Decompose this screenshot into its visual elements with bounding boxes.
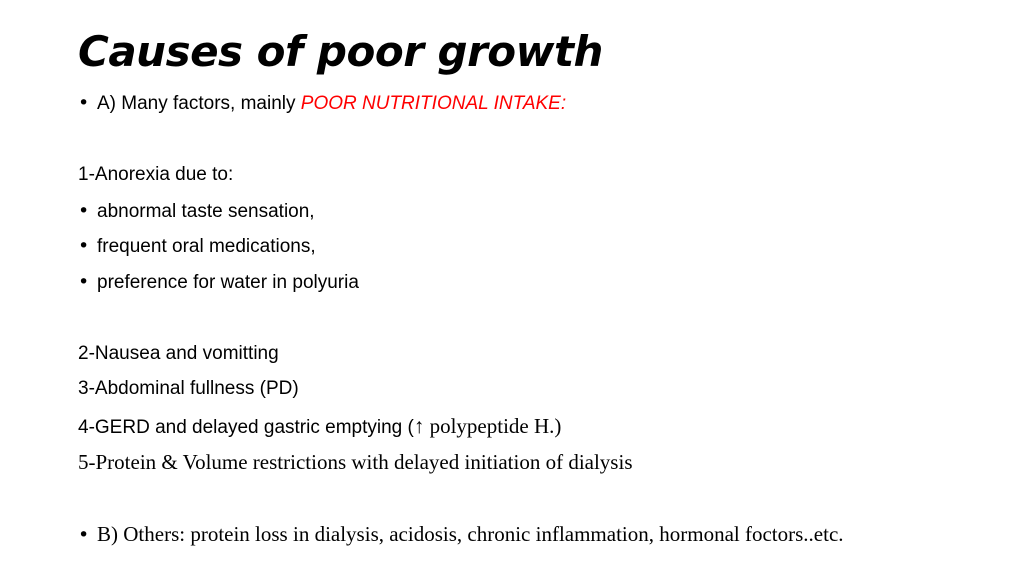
- item-4-serif-text: ↑ polypeptide H.): [413, 414, 562, 438]
- list-item: [78, 234, 316, 259]
- bullet-icon: •: [78, 524, 90, 546]
- list-item-text: preference for water in polyuria: [97, 272, 359, 293]
- list-item: [78, 270, 359, 295]
- item-4: [78, 414, 561, 440]
- list-item: [78, 199, 315, 224]
- point-a-text: A) Many factors, mainly: [97, 93, 301, 114]
- point-b: [78, 522, 844, 548]
- bullet-icon: •: [78, 92, 90, 114]
- point-b-text: B) Others: protein loss in dialysis, acidosis, chronic inflammation, hormonal foctors..etc.: [97, 522, 844, 546]
- bullet-icon: •: [78, 235, 90, 257]
- bullet-icon: •: [78, 271, 90, 293]
- item-4-text: 4-GERD and delayed gastric emptying (: [78, 417, 414, 438]
- bullet-icon: •: [78, 200, 90, 222]
- anorexia-heading: 1-Anorexia due to:: [78, 164, 234, 185]
- item-2: 2-Nausea and vomitting: [78, 343, 279, 364]
- item-3: 3-Abdominal fullness (PD): [78, 378, 299, 399]
- list-item-text: abnormal taste sensation,: [97, 201, 315, 222]
- point-a-emphasis: POOR NUTRITIONAL INTAKE:: [300, 93, 567, 114]
- point-a: [78, 91, 566, 116]
- slide-title: Causes of poor growth: [78, 27, 603, 76]
- item-5: 5-Protein & Volume restrictions with delayed initiation of dialysis: [78, 450, 633, 474]
- list-item-text: frequent oral medications,: [97, 236, 316, 257]
